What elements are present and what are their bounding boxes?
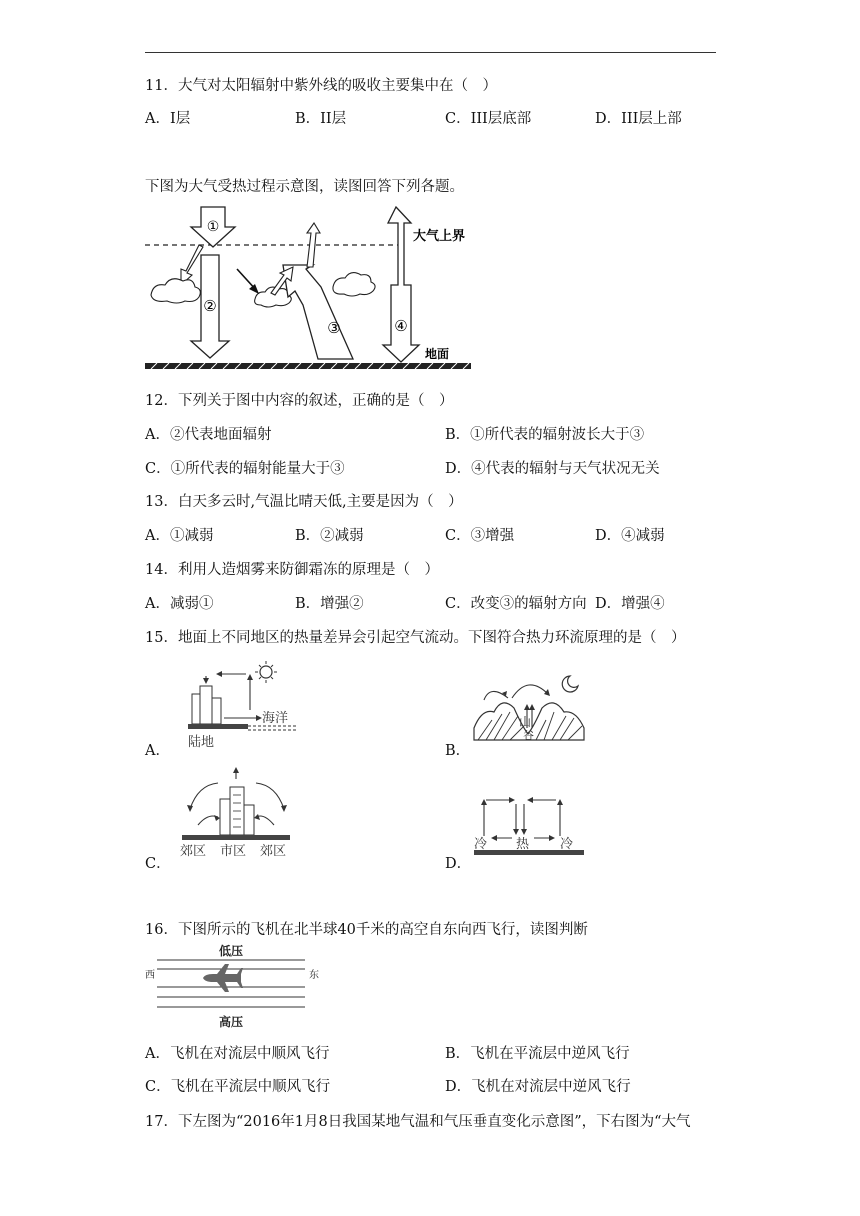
cloud-left xyxy=(151,279,200,303)
q17-stem: 17．下左图为“2016年1月8日我国某地气温和气压垂直变化示意图”，下右图为“大气 xyxy=(145,1114,691,1130)
atmosphere-heating-figure xyxy=(143,205,473,375)
q12-option-b[interactable]: B．①所代表的辐射波长大于③ xyxy=(445,427,645,443)
reflection-arrow xyxy=(181,245,203,285)
label-hot: 热 xyxy=(516,837,530,852)
label-suburb-right: 郊区 xyxy=(260,844,287,859)
airplane-icon xyxy=(203,964,243,992)
q15-option-a[interactable]: A． xyxy=(145,743,170,759)
label-low-pressure: 低压 xyxy=(218,944,244,958)
q15-option-c[interactable]: C． xyxy=(145,856,171,872)
label-cold-right: 冷 xyxy=(560,837,574,852)
label-high-pressure: 高压 xyxy=(218,1015,244,1029)
q15-figure-a[interactable] xyxy=(180,660,300,750)
q11-option-b[interactable]: B．II层 xyxy=(295,111,347,127)
q13-stem: 13．白天多云时,气温比晴天低,主要是因为（ ） xyxy=(145,494,463,510)
q16-option-b[interactable]: B．飞机在平流层中逆风飞行 xyxy=(445,1046,630,1062)
q16-option-d[interactable]: D．飞机在对流层中逆风飞行 xyxy=(445,1079,631,1095)
label-valley: 谷 xyxy=(523,729,534,742)
q12-stem: 12．下列关于图中内容的叙述，正确的是（ ） xyxy=(145,393,454,409)
q14-option-c[interactable]: C．改变③的辐射方向 xyxy=(445,596,587,612)
q13-option-a[interactable]: A．①减弱 xyxy=(145,528,214,544)
label-city: 市区 xyxy=(220,844,247,859)
q15-figure-c[interactable] xyxy=(178,765,293,860)
q14-option-d[interactable]: D．增强④ xyxy=(595,596,665,612)
q15-option-d[interactable]: D． xyxy=(445,856,472,872)
q12-option-c[interactable]: C．①所代表的辐射能量大于③ xyxy=(145,461,345,477)
q11-option-d[interactable]: D．III层上部 xyxy=(595,111,682,127)
label-land: 陆地 xyxy=(188,735,215,750)
q15-stem: 15．地面上不同地区的热量差异会引起空气流动。下图符合热力环流原理的是（ ） xyxy=(145,630,686,646)
q15-option-b[interactable]: B． xyxy=(445,743,471,759)
header-rule xyxy=(145,52,716,53)
label-cold-left: 冷 xyxy=(474,837,488,852)
q13-option-d[interactable]: D．④减弱 xyxy=(595,528,665,544)
label-2: ② xyxy=(203,297,217,315)
q14-option-a[interactable]: A．减弱① xyxy=(145,596,214,612)
q12-option-a[interactable]: A．②代表地面辐射 xyxy=(145,427,272,443)
q16-figure xyxy=(143,942,323,1032)
label-sea: 海洋 xyxy=(262,711,289,726)
label-3: ③ xyxy=(327,319,341,337)
cloud-right xyxy=(333,273,375,296)
label-west: 西 xyxy=(145,970,155,981)
label-atmosphere-top: 大气上界 xyxy=(413,229,466,244)
q14-stem: 14．利用人造烟雾来防御霜冻的原理是（ ） xyxy=(145,562,439,578)
label-east: 东 xyxy=(309,970,319,981)
moon-icon xyxy=(562,676,578,692)
q11-option-c[interactable]: C．III层底部 xyxy=(445,111,532,127)
label-mountain: 山 xyxy=(519,715,532,729)
q15-figure-b[interactable] xyxy=(472,668,587,748)
q16-option-a[interactable]: A．飞机在对流层中顺风飞行 xyxy=(145,1046,330,1062)
q16-option-c[interactable]: C．飞机在平流层中顺风飞行 xyxy=(145,1079,331,1095)
label-1: ① xyxy=(206,219,220,235)
q11-option-a[interactable]: A．I层 xyxy=(145,111,191,127)
q12-option-d[interactable]: D．④代表的辐射与天气状况无关 xyxy=(445,461,660,477)
sun-icon xyxy=(260,666,272,678)
label-4: ④ xyxy=(394,317,408,335)
label-suburb-left: 郊区 xyxy=(180,844,207,859)
label-ground: 地面 xyxy=(425,347,450,361)
q16-stem: 16．下图所示的飞机在北半球40千米的高空自东向西飞行，读图判断 xyxy=(145,922,588,938)
q13-option-b[interactable]: B．②减弱 xyxy=(295,528,364,544)
q11-stem: 11．大气对太阳辐射中紫外线的吸收主要集中在（ ） xyxy=(145,78,497,94)
q13-option-c[interactable]: C．③增强 xyxy=(445,528,515,544)
q14-option-b[interactable]: B．增强② xyxy=(295,596,364,612)
q15-figure-d[interactable] xyxy=(472,790,587,860)
intro-text: 下图为大气受热过程示意图，读图回答下列各题。 xyxy=(145,179,464,195)
